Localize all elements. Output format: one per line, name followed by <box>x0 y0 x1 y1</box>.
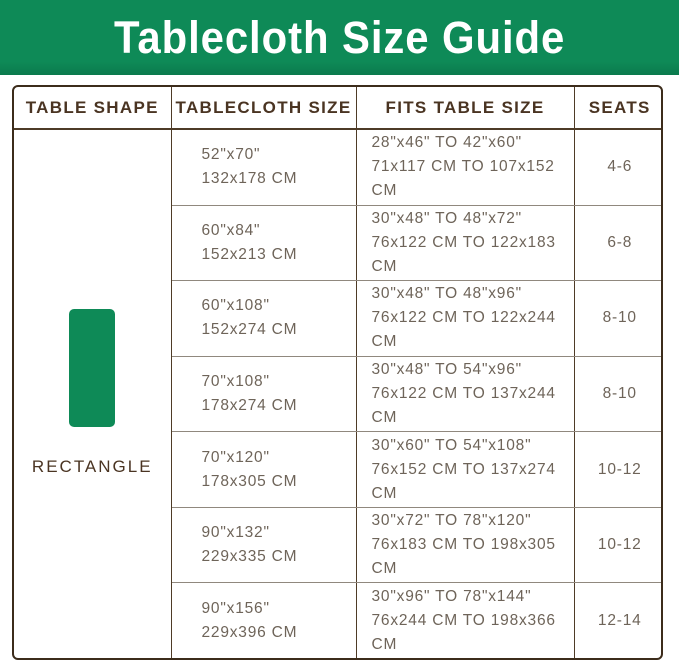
title-banner <box>0 0 679 75</box>
size-cm: 229x396 CM <box>201 623 298 641</box>
size-cm: 229x335 CM <box>201 548 298 566</box>
page-title: Tablecloth Size Guide <box>113 11 566 63</box>
fits-cm: 71x117 CM TO 107x152 CM <box>371 158 555 200</box>
seats-cell: 6-8 <box>574 205 663 281</box>
fits-inches: 30"x48" TO 48"x96" <box>371 285 522 303</box>
fits-cm: 76x244 CM TO 198x366 CM <box>371 611 556 653</box>
fits-inches: 30"x60" TO 54"x108" <box>371 436 532 454</box>
size-guide-table <box>12 85 663 660</box>
size-cm: 152x213 CM <box>201 245 298 263</box>
fits-inches: 30"x96" TO 78"x144" <box>371 587 532 605</box>
shape-label: RECTANGLE <box>31 457 153 476</box>
fits-table-size-cell <box>356 281 574 357</box>
fits-cm: 76x183 CM TO 198x305 CM <box>371 536 556 578</box>
size-inches: 90"x132" <box>201 524 270 542</box>
seats-cell: 10-12 <box>574 507 663 583</box>
size-inches: 70"x120" <box>201 448 270 466</box>
size-cm: 132x178 CM <box>201 170 298 188</box>
fits-table-size-cell <box>356 507 574 583</box>
rectangle-icon <box>69 309 115 427</box>
fits-table-size-cell <box>356 432 574 508</box>
shape-group <box>14 309 171 479</box>
table-shape-cell <box>14 129 171 658</box>
size-table <box>14 87 663 658</box>
fits-cm: 76x152 CM TO 137x274 CM <box>371 460 556 502</box>
size-cm: 178x305 CM <box>201 472 298 490</box>
seats-cell: 10-12 <box>574 432 663 508</box>
size-inches: 70"x108" <box>201 372 270 390</box>
size-cm: 178x274 CM <box>201 396 298 414</box>
tablecloth-size-cell <box>171 507 356 583</box>
tablecloth-size-cell <box>171 583 356 658</box>
col-header-seats: SEATS <box>574 87 663 129</box>
col-header-fits-table-size: FITS TABLE SIZE <box>356 87 574 129</box>
seats-cell: 8-10 <box>574 281 663 357</box>
size-cm: 152x274 CM <box>201 321 298 339</box>
tablecloth-size-cell <box>171 356 356 432</box>
fits-inches: 30"x48" TO 54"x96" <box>371 360 522 378</box>
size-inches: 60"x84" <box>201 221 261 239</box>
size-inches: 60"x108" <box>201 297 270 315</box>
tablecloth-size-cell <box>171 432 356 508</box>
fits-table-size-cell <box>356 583 574 658</box>
tablecloth-size-cell <box>171 281 356 357</box>
table-row <box>14 129 663 205</box>
fits-cm: 76x122 CM TO 122x183 CM <box>371 233 556 275</box>
seats-cell: 12-14 <box>574 583 663 658</box>
tablecloth-size-cell <box>171 205 356 281</box>
seats-cell: 8-10 <box>574 356 663 432</box>
fits-cm: 76x122 CM TO 137x244 CM <box>371 384 556 426</box>
fits-table-size-cell <box>356 129 574 205</box>
col-header-tablecloth-size: TABLECLOTH SIZE <box>171 87 356 129</box>
size-inches: 52"x70" <box>201 146 261 164</box>
fits-table-size-cell <box>356 356 574 432</box>
col-header-table-shape: TABLE SHAPE <box>14 87 171 129</box>
tablecloth-size-cell <box>171 129 356 205</box>
size-inches: 90"x156" <box>201 599 270 617</box>
table-header-row <box>14 87 663 129</box>
seats-cell: 4-6 <box>574 129 663 205</box>
fits-table-size-cell <box>356 205 574 281</box>
fits-cm: 76x122 CM TO 122x244 CM <box>371 309 556 351</box>
fits-inches: 30"x48" TO 48"x72" <box>371 209 522 227</box>
fits-inches: 30"x72" TO 78"x120" <box>371 512 532 530</box>
fits-inches: 28"x46" TO 42"x60" <box>371 134 522 152</box>
